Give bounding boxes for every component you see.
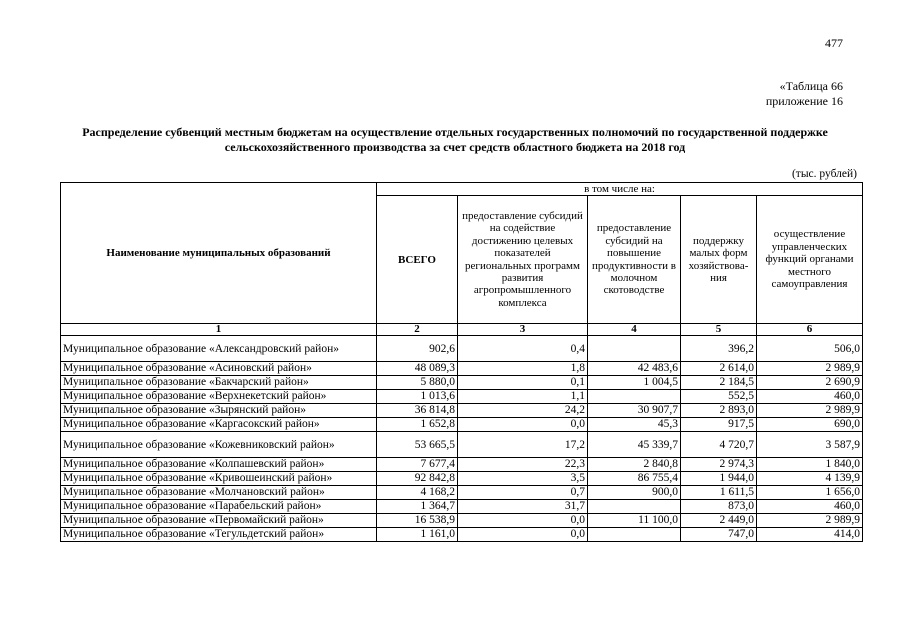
small-farms-value: 2 893,0 [681, 404, 757, 418]
agro-program-value: 17,2 [458, 432, 588, 458]
management-value: 460,0 [757, 500, 863, 514]
table-row [61, 418, 863, 432]
header-total: ВСЕГО [377, 196, 458, 324]
small-farms-value: 4 720,7 [681, 432, 757, 458]
units-label: (тыс. рублей) [791, 168, 857, 180]
table-row [61, 472, 863, 486]
dairy-value: 900,0 [588, 486, 681, 500]
table-row [61, 458, 863, 472]
dairy-value [588, 336, 681, 362]
table-row [61, 376, 863, 390]
dairy-value [588, 528, 681, 542]
management-value: 690,0 [757, 418, 863, 432]
agro-program-value: 1,1 [458, 390, 588, 404]
management-value: 1 840,0 [757, 458, 863, 472]
management-value: 506,0 [757, 336, 863, 362]
header-col4: предоставление субсидий на повышение продуктивности в молочном скотоводстве [588, 196, 681, 324]
small-farms-value: 552,5 [681, 390, 757, 404]
total-value: 1 652,8 [377, 418, 458, 432]
table-row [61, 500, 863, 514]
municipality-name: Муниципальное образование «Кривошеинский район» [61, 472, 377, 486]
dairy-value: 30 907,7 [588, 404, 681, 418]
small-farms-value: 2 449,0 [681, 514, 757, 528]
agro-program-value: 0,4 [458, 336, 588, 362]
municipality-name: Муниципальное образование «Каргасокский район» [61, 418, 377, 432]
total-value: 16 538,9 [377, 514, 458, 528]
municipality-name: Муниципальное образование «Тегульдетский район» [61, 528, 377, 542]
management-value: 4 139,9 [757, 472, 863, 486]
dairy-value: 42 483,6 [588, 362, 681, 376]
table-row [61, 390, 863, 404]
total-value: 902,6 [377, 336, 458, 362]
small-farms-value: 1 944,0 [681, 472, 757, 486]
header-name: Наименование муниципальных образований [61, 183, 377, 324]
total-value: 92 842,8 [377, 472, 458, 486]
dairy-value [588, 500, 681, 514]
dairy-value: 86 755,4 [588, 472, 681, 486]
table-row [61, 486, 863, 500]
municipality-name: Муниципальное образование «Колпашевский район» [61, 458, 377, 472]
table-row [61, 528, 863, 542]
dairy-value: 45 339,7 [588, 432, 681, 458]
management-value: 2 989,9 [757, 514, 863, 528]
table-row [61, 404, 863, 418]
municipality-name: Муниципальное образование «Зырянский район» [61, 404, 377, 418]
total-value: 7 677,4 [377, 458, 458, 472]
header-col6: осуществление управленческих функций органами местного самоуправления [757, 196, 863, 324]
small-farms-value: 1 611,5 [681, 486, 757, 500]
management-value: 1 656,0 [757, 486, 863, 500]
municipality-name: Муниципальное образование «Парабельский район» [61, 500, 377, 514]
subvention-table [60, 182, 863, 542]
dairy-value: 2 840,8 [588, 458, 681, 472]
dairy-value [588, 390, 681, 404]
col-number: 6 [757, 324, 863, 336]
col-number: 4 [588, 324, 681, 336]
agro-program-value: 31,7 [458, 500, 588, 514]
small-farms-value: 396,2 [681, 336, 757, 362]
col-number: 1 [61, 324, 377, 336]
agro-program-value: 22,3 [458, 458, 588, 472]
municipality-name: Муниципальное образование «Бакчарский район» [61, 376, 377, 390]
col-number: 2 [377, 324, 458, 336]
agro-program-value: 0,1 [458, 376, 588, 390]
small-farms-value: 2 974,3 [681, 458, 757, 472]
header-group: в том числе на: [377, 183, 863, 196]
agro-program-value: 0,0 [458, 514, 588, 528]
municipality-name: Муниципальное образование «Александровский район» [61, 336, 377, 362]
municipality-name: Муниципальное образование «Первомайский район» [61, 514, 377, 528]
municipality-name: Муниципальное образование «Асиновский район» [61, 362, 377, 376]
header-col3: предоставление субсидий на содействие достижению целевых показателей региональных программ развития агропромышленного комплекса [458, 196, 588, 324]
table-row [61, 432, 863, 458]
municipality-name: Муниципальное образование «Верхнекетский район» [61, 390, 377, 404]
agro-program-value: 0,7 [458, 486, 588, 500]
agro-program-value: 0,0 [458, 528, 588, 542]
document-title: Распределение субвенций местным бюджетам на осуществление отдельных государственных полномочий по государственной поддержке сельскохозяйственного производства за счет средств областного бюджета на 2018 год [82, 125, 828, 154]
table-ref-line1: «Таблица 66 [779, 79, 843, 93]
agro-program-value: 1,8 [458, 362, 588, 376]
small-farms-value: 2 614,0 [681, 362, 757, 376]
page-number: 477 [825, 36, 843, 50]
management-value: 2 989,9 [757, 404, 863, 418]
total-value: 5 880,0 [377, 376, 458, 390]
small-farms-value: 873,0 [681, 500, 757, 514]
small-farms-value: 747,0 [681, 528, 757, 542]
total-value: 4 168,2 [377, 486, 458, 500]
municipality-name: Муниципальное образование «Молчановский район» [61, 486, 377, 500]
total-value: 53 665,5 [377, 432, 458, 458]
management-value: 3 587,9 [757, 432, 863, 458]
total-value: 1 013,6 [377, 390, 458, 404]
table-ref-line2: приложение 16 [765, 94, 843, 108]
table-row [61, 336, 863, 362]
management-value: 414,0 [757, 528, 863, 542]
table-reference [766, 79, 843, 109]
dairy-value: 11 100,0 [588, 514, 681, 528]
small-farms-value: 2 184,5 [681, 376, 757, 390]
agro-program-value: 0,0 [458, 418, 588, 432]
dairy-value: 1 004,5 [588, 376, 681, 390]
table-row [61, 514, 863, 528]
small-farms-value: 917,5 [681, 418, 757, 432]
table-row [61, 362, 863, 376]
total-value: 48 089,3 [377, 362, 458, 376]
header-col5: поддержку малых форм хозяйствова-ния [681, 196, 757, 324]
management-value: 460,0 [757, 390, 863, 404]
col-number: 5 [681, 324, 757, 336]
total-value: 36 814,8 [377, 404, 458, 418]
total-value: 1 364,7 [377, 500, 458, 514]
municipality-name: Муниципальное образование «Кожевниковский район» [61, 432, 377, 458]
management-value: 2 690,9 [757, 376, 863, 390]
management-value: 2 989,9 [757, 362, 863, 376]
dairy-value: 45,3 [588, 418, 681, 432]
agro-program-value: 24,2 [458, 404, 588, 418]
col-number: 3 [458, 324, 588, 336]
total-value: 1 161,0 [377, 528, 458, 542]
agro-program-value: 3,5 [458, 472, 588, 486]
